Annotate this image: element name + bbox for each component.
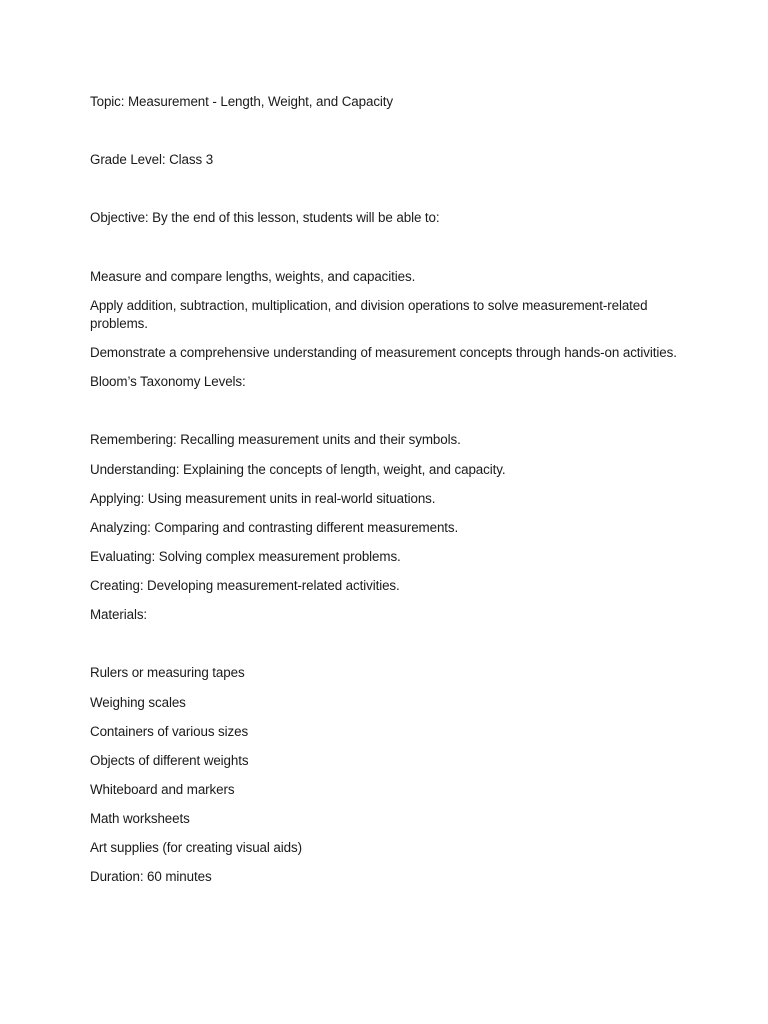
materials-heading: Materials: (90, 607, 148, 622)
materials-item: Math worksheets (90, 811, 190, 826)
materials-item: Containers of various sizes (90, 724, 249, 739)
blooms-level-item: Applying: Using measurement units in real-world situations. (90, 491, 436, 506)
materials-item: Weighing scales (90, 695, 186, 710)
blooms-level-item: Remembering: Recalling measurement units and their symbols. (90, 432, 461, 447)
objective-item: Measure and compare lengths, weights, and capacities. (90, 269, 416, 284)
materials-item: Art supplies (for creating visual aids) (90, 840, 302, 855)
blooms-heading: Bloom’s Taxonomy Levels: (90, 374, 246, 389)
blooms-level-item: Analyzing: Comparing and contrasting different measurements. (90, 520, 459, 535)
duration-line: Duration: 60 minutes (90, 869, 212, 884)
blooms-level-item: Evaluating: Solving complex measurement problems. (90, 549, 401, 564)
grade-level-line: Grade Level: Class 3 (90, 152, 214, 167)
blooms-level-item: Understanding: Explaining the concepts of length, weight, and capacity. (90, 462, 506, 477)
materials-item: Rulers or measuring tapes (90, 665, 245, 680)
blooms-level-item: Creating: Developing measurement-related activities. (90, 578, 400, 593)
topic-line: Topic: Measurement - Length, Weight, and Capacity (90, 94, 393, 109)
objective-item: Apply addition, subtraction, multiplication, and division operations to solve measurement-related problems. (90, 298, 648, 331)
objective-item: Demonstrate a comprehensive understanding of measurement concepts through hands-on activities. (90, 345, 677, 360)
materials-item: Objects of different weights (90, 753, 249, 768)
materials-item: Whiteboard and markers (90, 782, 235, 797)
objective-line: Objective: By the end of this lesson, students will be able to: (90, 210, 440, 225)
